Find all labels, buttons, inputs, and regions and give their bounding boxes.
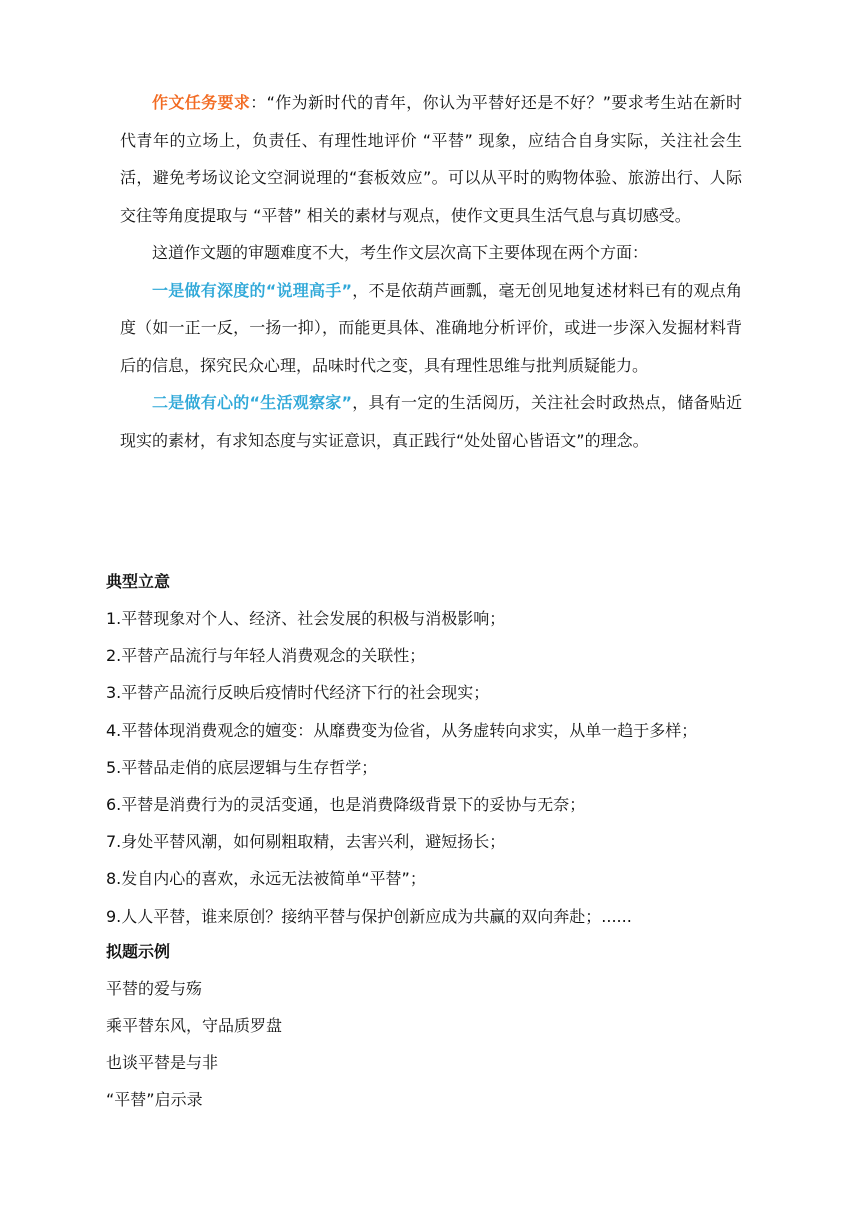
analysis-section (120, 84, 742, 459)
idea-item: 6.平替是消费行为的灵活变通，也是消费降级背景下的妥协与无奈； (106, 795, 586, 815)
point-two-paragraph (120, 384, 742, 459)
idea-item: 2.平替产品流行与年轻人消费观念的关联性； (106, 646, 426, 666)
title-example-item: 平替的爱与殇 (106, 979, 203, 998)
title-examples-heading: 拟题示例 (106, 942, 171, 961)
title-example-item: 乘平替东风，守品质罗盘 (106, 1016, 283, 1035)
task-requirement-label: 作文任务要求 (152, 93, 251, 112)
point-two-label: 二是做有心的“生活观察家” (152, 393, 353, 412)
title-examples-section (106, 933, 756, 1118)
task-requirement-text: ：“作为新时代的青年，你认为平替好还是不好？”要求考生站在新时代青年的立场上，负责任、有理性地评价 “平替” 现象，应结合自身实际，关注社会生活，避免考场议论文空洞说理的“套板效应”。可以从平时的购物体验、旅游出行、人际交往等角度提取与 “平替” 相关的素材与观点，使作文更具生活气息与真切感受。 (120, 93, 742, 225)
point-two-text: ，具有一定的生活阅历，关注社会时政热点，储备贴近现实的素材，有求知态度与实证意识，真正践行“处处留心皆语文”的理念。 (120, 393, 742, 450)
intro-paragraph: 这道作文题的审题难度不大，考生作文层次高下主要体现在两个方面： (152, 243, 649, 262)
idea-item: 1.平替现象对个人、经济、社会发展的积极与消极影响； (106, 609, 506, 628)
point-one-label: 一是做有深度的“说理高手” (152, 280, 353, 300)
typical-ideas-section (106, 563, 756, 935)
typical-ideas-heading: 典型立意 (106, 572, 171, 591)
idea-item: 8.发自内心的喜欢，永远无法被简单“平替”； (106, 869, 426, 889)
idea-item: 5.平替品走俏的底层逻辑与生存哲学； (106, 757, 378, 777)
point-one-paragraph (120, 272, 742, 385)
idea-item: 3.平替产品流行反映后疫情时代经济下行的社会现实； (106, 683, 490, 703)
task-requirement-paragraph (120, 84, 742, 234)
point-one-text: ，不是依葫芦画瓢，毫无创见地复述材料已有的观点角度（如一正一反，一扬一抑），而能更具体、准确地分析评价，或进一步深入发掘材料背后的信息，探究民众心理，品味时代之变，具有理性思维与批判质疑能力。 (120, 280, 742, 375)
title-example-item: 也谈平替是与非 (106, 1053, 219, 1072)
title-example-item: “平替”启示录 (106, 1090, 203, 1109)
idea-item: 4.平替体现消费观念的嬗变：从靡费变为俭省，从务虚转向求实，从单一趋于多样； (106, 720, 698, 740)
idea-item: 9.人人平替，谁来原创？接纳平替与保护创新应成为共赢的双向奔赴；...... (106, 906, 632, 926)
idea-item: 7.身处平替风潮，如何剔粗取精，去害兴利，避短扬长； (106, 832, 506, 852)
